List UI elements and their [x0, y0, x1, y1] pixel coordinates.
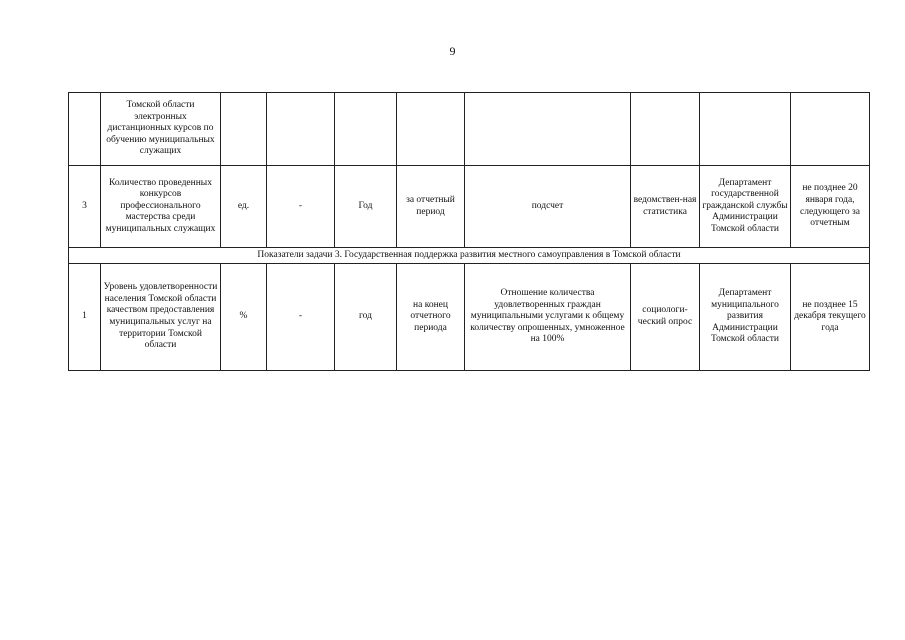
cell-periodicity: год: [335, 264, 397, 371]
cell-unit: ед.: [221, 166, 267, 248]
cell-indicator-name: Количество проведенных конкурсов профессионального мастерства среди муниципальных служащих: [101, 166, 221, 248]
cell-num: [69, 93, 101, 166]
cell-indicator-name: Томской области электронных дистанционных курсов по обучению муниципальных служащих: [101, 93, 221, 166]
table-row: [69, 264, 870, 371]
cell-base: -: [267, 264, 335, 371]
cell-num: 3: [69, 166, 101, 248]
cell-indicator-name: Уровень удовлетворенности населения Томской области качеством предоставления муниципальных услуг на территории Томской области: [101, 264, 221, 371]
indicators-table: [68, 92, 870, 371]
table-row-continuation: [69, 93, 870, 166]
cell-responsible: Департамент муниципального развития Администрации Томской области: [700, 264, 791, 371]
cell-algorithm: [465, 93, 631, 166]
cell-unit: %: [221, 264, 267, 371]
section-heading: Показатели задачи 3. Государственная поддержка развития местного самоуправления в Томской области: [69, 248, 870, 264]
cell-responsible: Департамент государственной гражданской службы Администрации Томской области: [700, 166, 791, 248]
cell-algorithm: подсчет: [465, 166, 631, 248]
cell-unit: [221, 93, 267, 166]
table-row-section-heading: [69, 248, 870, 264]
cell-periodicity: Год: [335, 166, 397, 248]
table-row: [69, 166, 870, 248]
cell-base: [267, 93, 335, 166]
cell-time-characteristic: [397, 93, 465, 166]
cell-deadline: не позднее 20 января года, следующего за отчетным: [791, 166, 870, 248]
cell-periodicity: [335, 93, 397, 166]
cell-collection-method: [631, 93, 700, 166]
cell-base: -: [267, 166, 335, 248]
cell-num: 1: [69, 264, 101, 371]
cell-responsible: [700, 93, 791, 166]
cell-deadline: не позднее 15 декабря текущего года: [791, 264, 870, 371]
cell-collection-method: социологи-ческий опрос: [631, 264, 700, 371]
cell-deadline: [791, 93, 870, 166]
page-number: 9: [449, 44, 456, 58]
cell-collection-method: ведомствен-ная статистика: [631, 166, 700, 248]
cell-time-characteristic: на конец отчетного периода: [397, 264, 465, 371]
cell-time-characteristic: за отчетный период: [397, 166, 465, 248]
cell-algorithm: Отношение количества удовлетворенных граждан муниципальными услугами к общему количеству опрошенных, умноженное на 100%: [465, 264, 631, 371]
